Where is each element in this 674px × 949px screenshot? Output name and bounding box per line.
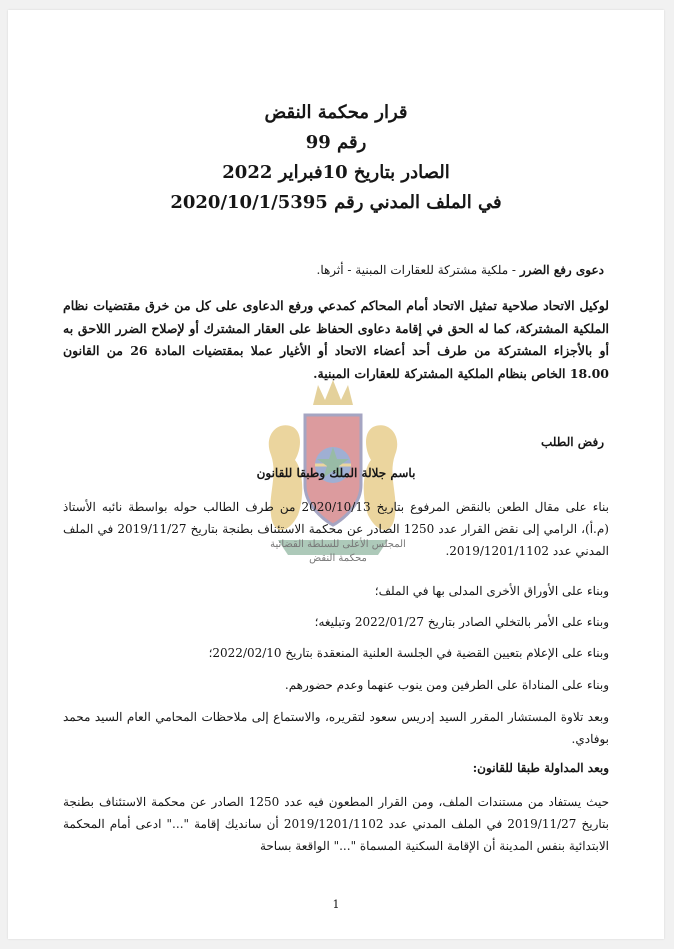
paragraph-hearing-notice: وبناء على الإعلام بتعيين القضية في الجلسة العلنية المنعقدة بتاريخ 2022/02/10؛ xyxy=(208,646,609,660)
paragraph-documents: وبناء على الأوراق الأخرى المدلى بها في الملف؛ xyxy=(374,584,609,598)
paragraph-report: وبعد تلاوة المستشار المقرر السيد إدريس سعود لتقريره، والاستماع إلى ملاحظات المحامي العام السيد محمد بوفادي. xyxy=(63,710,609,746)
watermark-court-text: محكمة النقض xyxy=(309,553,367,564)
watermark-council-text: المجلس الأعلى للسلطة القضائية xyxy=(270,539,406,550)
paragraph-petition: بناء على مقال الطعن بالنقض المرفوع بتاريخ 2020/10/13 من طرف الطالب حوله بواسطة نائبه الأستاذ (م.أ)، الرامي إلى نقض القرار عدد 1250 الصادر عن محكمة الاستئناف بطنجة بتاريخ 2019/11/27 في الملف المدني عدد 2019/1201/1102. xyxy=(63,500,609,558)
decision-header xyxy=(8,98,664,218)
royal-heading: باسم جلالة الملك وطبقا للقانون xyxy=(256,466,416,480)
decision-title: قرار محكمة النقض xyxy=(264,102,408,123)
legal-principle: لوكيل الاتحاد صلاحية تمثيل الاتحاد أمام المحاكم كمدعي ورفع الدعاوى على كل من خرق مقتضيات نظام الملكية المشتركة، كما له الحق في إقامة دعاوى الحفاظ على العقار المشترك أو لإصلاح الضرر اللاحق به أو بالأجزاء المشتركة من طرف أحد أعضاء الاتحاد أو الأغيار عملا بمقتضيات المادة 26 من القانون 18.00 الخاص بنظام الملكية المشتركة للعقارات المبنية. xyxy=(63,298,609,381)
page-number: 1 xyxy=(332,898,340,911)
paragraph-facts: حيث يستفاد من مستندات الملف، ومن القرار المطعون فيه عدد 1250 الصادر عن محكمة الاستئناف بطنجة بتاريخ 2019/11/27 في الملف المدني عدد 2019/1201/1102 أن سانديك إقامة "..." ادعى أمام المحكمة الابتدائية بنفس المدينة أن الإقامة السكنية المسماة "..." الواقعة بساحة xyxy=(63,795,610,853)
paragraph-summons: وبناء على المناداة على الطرفين ومن ينوب عنهما وعدم حضورهم. xyxy=(284,678,609,692)
claim-title xyxy=(317,260,605,280)
paragraph-abandon-order: وبناء على الأمر بالتخلي الصادر بتاريخ 2022/01/27 وتبليغه؛ xyxy=(314,615,609,629)
decision-number: رقم 99 xyxy=(305,132,367,153)
case-file-number: في الملف المدني رقم 2020/10/1/5395 xyxy=(170,192,502,213)
document-page xyxy=(8,10,664,939)
deliberation-heading: وبعد المداولة طبقا للقانون: xyxy=(472,761,609,775)
claim-text: - ملكية مشتركة للعقارات المبنية - أثرها. xyxy=(316,263,520,277)
decision-date: الصادر بتاريخ 10فبراير 2022 xyxy=(222,162,450,183)
claim-label: دعوى رفع الضرر xyxy=(519,263,604,277)
ruling-summary: رفض الطلب xyxy=(541,435,604,449)
